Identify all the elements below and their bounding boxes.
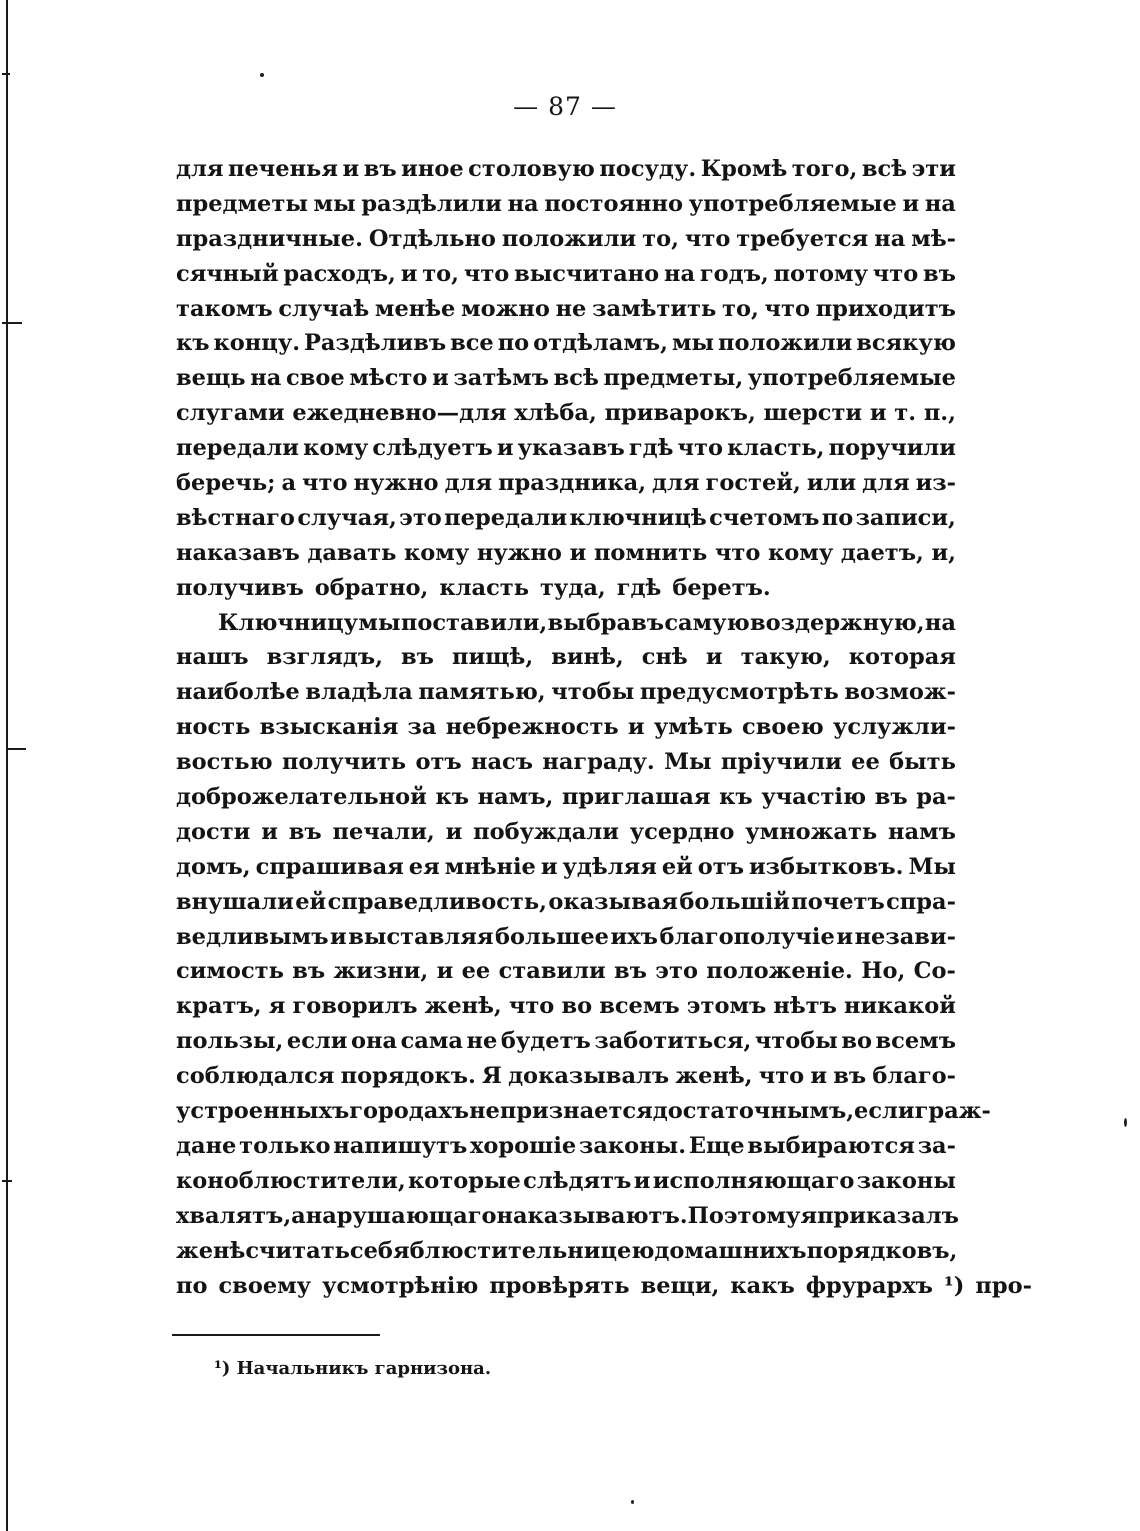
scan-speck	[260, 73, 264, 77]
text-line: беречь; а что нужно для праздника, для гостей, или для из-	[176, 470, 956, 497]
text-line: для печенья и въ иное столовую посуду. Кромѣ того, всѣ эти	[176, 156, 956, 182]
text-line: слугами ежедневно—для хлѣба, приварокъ, шерсти и т. п.,	[176, 400, 956, 427]
text-line: къ концу. Раздѣливъ все по отдѣламъ, мы положили всякую	[176, 330, 956, 357]
text-line: вещь на свое мѣсто и затѣмъ всѣ предметы, употребляемые	[176, 365, 956, 392]
page-edge-tick	[2, 73, 10, 75]
page-number: — 87 —	[513, 92, 617, 121]
page-edge-tick	[2, 1180, 12, 1182]
text-line: женѣ считать себя блюстительницею домашнихъ порядковъ,	[176, 1237, 958, 1264]
text-line: пользы, если она сама не будетъ заботиться, чтобы во всемъ	[176, 1028, 956, 1055]
text-line: предметы мы раздѣлили на постоянно употребляемые и на	[176, 190, 956, 217]
text-line: ведливымъ и выставляя большее ихъ благополучіе и незави-	[176, 923, 956, 950]
text-line: вѣстнаго случая, это передали ключницѣ счетомъ по записи,	[176, 504, 956, 531]
text-line: сячный расходъ, и то, что высчитано на годъ, потому что въ	[176, 260, 956, 287]
text-line: ность взысканія за небрежность и умѣть своею услужли-	[176, 714, 956, 741]
text-line: такомъ случаѣ менѣе можно не замѣтить то, что приходитъ	[176, 295, 956, 322]
page-edge-tick	[2, 322, 22, 324]
text-line: домъ, спрашивая ея мнѣніе и удѣляя ей отъ избытковъ. Мы	[176, 853, 956, 880]
text-line: симость въ жизни, и ее ставили въ это положеніе. Но, Со-	[176, 958, 956, 985]
text-line: наиболѣе владѣла памятью, чтобы предусмотрѣть возмож-	[176, 679, 956, 706]
footnote-divider	[172, 1334, 380, 1336]
footnote: ¹) Начальникъ гарнизона.	[214, 1358, 492, 1379]
text-line: доброжелательной къ намъ, приглашая къ участію въ ра-	[176, 784, 956, 811]
text-line: устроенныхъ городахъ не признается достаточнымъ, если граж-	[176, 1098, 991, 1125]
text-line: внушали ей справедливость, оказывая большій почетъ спра-	[176, 888, 956, 915]
text-line: передали кому слѣдуетъ и указавъ гдѣ что класть, поручили	[176, 435, 956, 462]
body-text	[176, 152, 1032, 1303]
text-line: праздничные. Отдѣльно положили то, что требуется на мѣ-	[176, 225, 956, 252]
text-line: нашъ взглядъ, въ пищѣ, винѣ, снѣ и такую, которая	[176, 644, 956, 671]
text-line: кратъ, я говорилъ женѣ, что во всемъ этомъ нѣтъ никакой	[176, 993, 956, 1020]
text-line: дане только напишутъ хорошіе законы. Еще выбираются за-	[176, 1132, 956, 1159]
text-line: коноблюстители, которые слѣдятъ и исполняющаго законы	[176, 1167, 956, 1194]
page-edge-tick	[6, 748, 26, 750]
text-line: дости и въ печали, и побуждали усердно умножать намъ	[176, 818, 956, 845]
text-line: востью получить отъ насъ награду. Мы пріучили ее быть	[176, 749, 956, 776]
scan-speck	[1124, 1118, 1127, 1127]
text-line: Ключницу мы поставили, выбравъ самую воздержную, на	[218, 609, 956, 636]
text-line: хвалятъ, а нарушающаго наказываютъ. Поэтому я приказалъ	[176, 1202, 959, 1229]
text-line: наказавъ давать кому нужно и помнить что кому даетъ, и,	[176, 539, 956, 566]
scan-speck	[631, 1500, 634, 1504]
text-line: по своему усмотрѣнію провѣрять вещи, какъ фрурархъ ¹) про-	[176, 1272, 1032, 1299]
text-line: получивъ обратно, класть туда, гдѣ беретъ.	[176, 574, 771, 601]
page-edge-line	[6, 0, 8, 1531]
text-line: соблюдался порядокъ. Я доказывалъ женѣ, что и въ благо-	[176, 1063, 956, 1090]
